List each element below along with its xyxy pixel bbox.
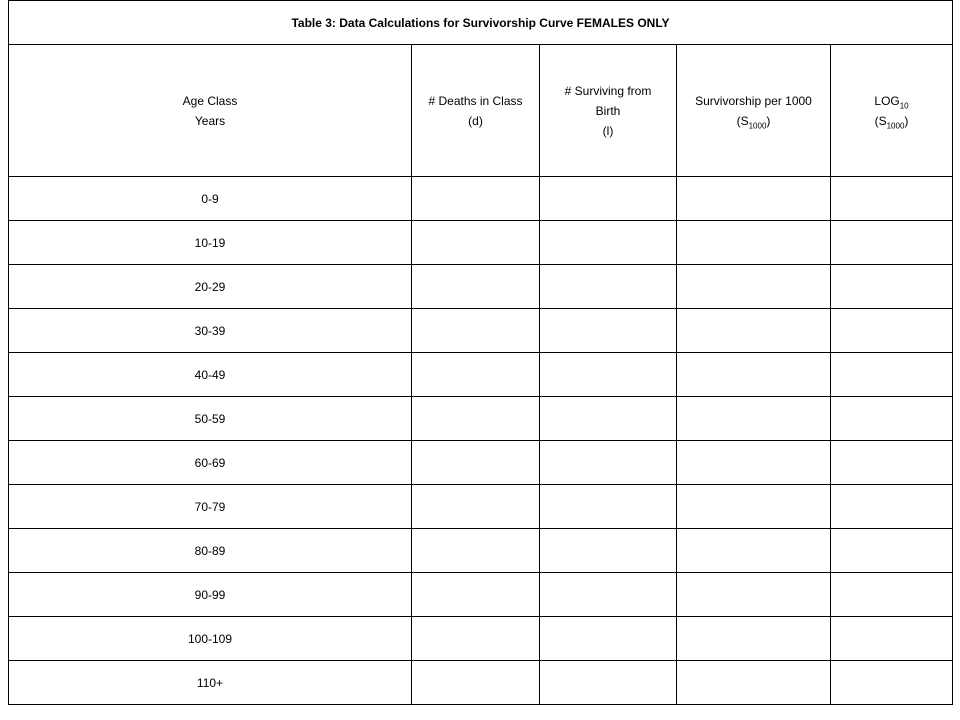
cell-surviving[interactable] xyxy=(540,221,677,265)
table-row xyxy=(9,177,953,221)
cell-deaths[interactable] xyxy=(412,661,540,705)
cell-age: 110+ xyxy=(9,661,412,705)
cell-age: 70-79 xyxy=(9,485,412,529)
header-surviving-line1: # Surviving from xyxy=(564,83,652,98)
cell-survivorship[interactable] xyxy=(677,177,831,221)
cell-surviving[interactable] xyxy=(540,617,677,661)
cell-surviving[interactable] xyxy=(540,661,677,705)
cell-log[interactable] xyxy=(831,617,953,661)
cell-deaths[interactable] xyxy=(412,177,540,221)
cell-log[interactable] xyxy=(831,397,953,441)
title-row xyxy=(9,1,953,45)
cell-surviving[interactable] xyxy=(540,265,677,309)
cell-log[interactable] xyxy=(831,353,953,397)
header-age-class xyxy=(9,45,412,177)
table-row xyxy=(9,397,953,441)
cell-age: 30-39 xyxy=(9,309,412,353)
cell-survivorship[interactable] xyxy=(677,309,831,353)
header-surviving-line2: (l) xyxy=(602,123,614,138)
header-log-s-pre: (S xyxy=(874,113,887,128)
header-deaths-line1: # Deaths in Class xyxy=(428,93,523,108)
header-log-s-post: ) xyxy=(904,113,909,128)
cell-age: 20-29 xyxy=(9,265,412,309)
table-row xyxy=(9,573,953,617)
header-survivorship-pre: (S xyxy=(736,113,749,128)
cell-surviving[interactable] xyxy=(540,309,677,353)
cell-deaths[interactable] xyxy=(412,573,540,617)
cell-survivorship[interactable] xyxy=(677,573,831,617)
header-survivorship-line2 xyxy=(677,111,830,131)
cell-survivorship[interactable] xyxy=(677,617,831,661)
cell-log[interactable] xyxy=(831,265,953,309)
header-age-class-line1: Age Class xyxy=(182,93,238,108)
cell-age: 40-49 xyxy=(9,353,412,397)
cell-deaths[interactable] xyxy=(412,309,540,353)
header-log xyxy=(831,45,953,177)
header-surviving xyxy=(540,45,677,177)
survivorship-table xyxy=(8,0,953,705)
table-title: Table 3: Data Calculations for Survivorship Curve FEMALES ONLY xyxy=(9,1,953,45)
cell-surviving[interactable] xyxy=(540,573,677,617)
cell-age: 0-9 xyxy=(9,177,412,221)
header-log-pre: LOG xyxy=(874,93,900,108)
cell-survivorship[interactable] xyxy=(677,221,831,265)
table-row xyxy=(9,309,953,353)
cell-log[interactable] xyxy=(831,221,953,265)
cell-survivorship[interactable] xyxy=(677,485,831,529)
cell-deaths[interactable] xyxy=(412,397,540,441)
cell-deaths[interactable] xyxy=(412,353,540,397)
cell-log[interactable] xyxy=(831,177,953,221)
header-survivorship xyxy=(677,45,831,177)
cell-age: 10-19 xyxy=(9,221,412,265)
header-survivorship-post: ) xyxy=(766,113,771,128)
table-row xyxy=(9,661,953,705)
header-age-class-line2: Years xyxy=(194,113,226,128)
table-row xyxy=(9,485,953,529)
cell-deaths[interactable] xyxy=(412,485,540,529)
cell-log[interactable] xyxy=(831,485,953,529)
cell-age: 80-89 xyxy=(9,529,412,573)
header-log-line2 xyxy=(831,111,952,131)
cell-log[interactable] xyxy=(831,573,953,617)
header-row xyxy=(9,45,953,177)
table-row xyxy=(9,221,953,265)
header-survivorship-line1: Survivorship per 1000 xyxy=(695,93,812,108)
header-deaths xyxy=(412,45,540,177)
cell-age: 50-59 xyxy=(9,397,412,441)
cell-age: 100-109 xyxy=(9,617,412,661)
table-row xyxy=(9,441,953,485)
cell-surviving[interactable] xyxy=(540,441,677,485)
header-surviving-line1b: Birth xyxy=(595,103,621,118)
header-deaths-line2: (d) xyxy=(468,113,483,128)
cell-surviving[interactable] xyxy=(540,397,677,441)
cell-survivorship[interactable] xyxy=(677,397,831,441)
cell-log[interactable] xyxy=(831,441,953,485)
cell-deaths[interactable] xyxy=(412,265,540,309)
header-log-line1 xyxy=(831,91,952,111)
cell-survivorship[interactable] xyxy=(677,529,831,573)
cell-surviving[interactable] xyxy=(540,529,677,573)
cell-surviving[interactable] xyxy=(540,177,677,221)
table-row xyxy=(9,617,953,661)
cell-log[interactable] xyxy=(831,661,953,705)
cell-survivorship[interactable] xyxy=(677,265,831,309)
cell-deaths[interactable] xyxy=(412,221,540,265)
table-row xyxy=(9,265,953,309)
header-log-sub: 10 xyxy=(899,100,909,110)
cell-surviving[interactable] xyxy=(540,353,677,397)
cell-survivorship[interactable] xyxy=(677,353,831,397)
cell-surviving[interactable] xyxy=(540,485,677,529)
table-body xyxy=(9,1,953,705)
cell-deaths[interactable] xyxy=(412,441,540,485)
cell-age: 90-99 xyxy=(9,573,412,617)
cell-age: 60-69 xyxy=(9,441,412,485)
cell-survivorship[interactable] xyxy=(677,441,831,485)
cell-deaths[interactable] xyxy=(412,617,540,661)
cell-log[interactable] xyxy=(831,309,953,353)
cell-deaths[interactable] xyxy=(412,529,540,573)
table-row xyxy=(9,353,953,397)
header-log-s-sub: 1000 xyxy=(886,120,905,130)
table-row xyxy=(9,529,953,573)
cell-log[interactable] xyxy=(831,529,953,573)
header-survivorship-sub: 1000 xyxy=(748,120,767,130)
cell-survivorship[interactable] xyxy=(677,661,831,705)
